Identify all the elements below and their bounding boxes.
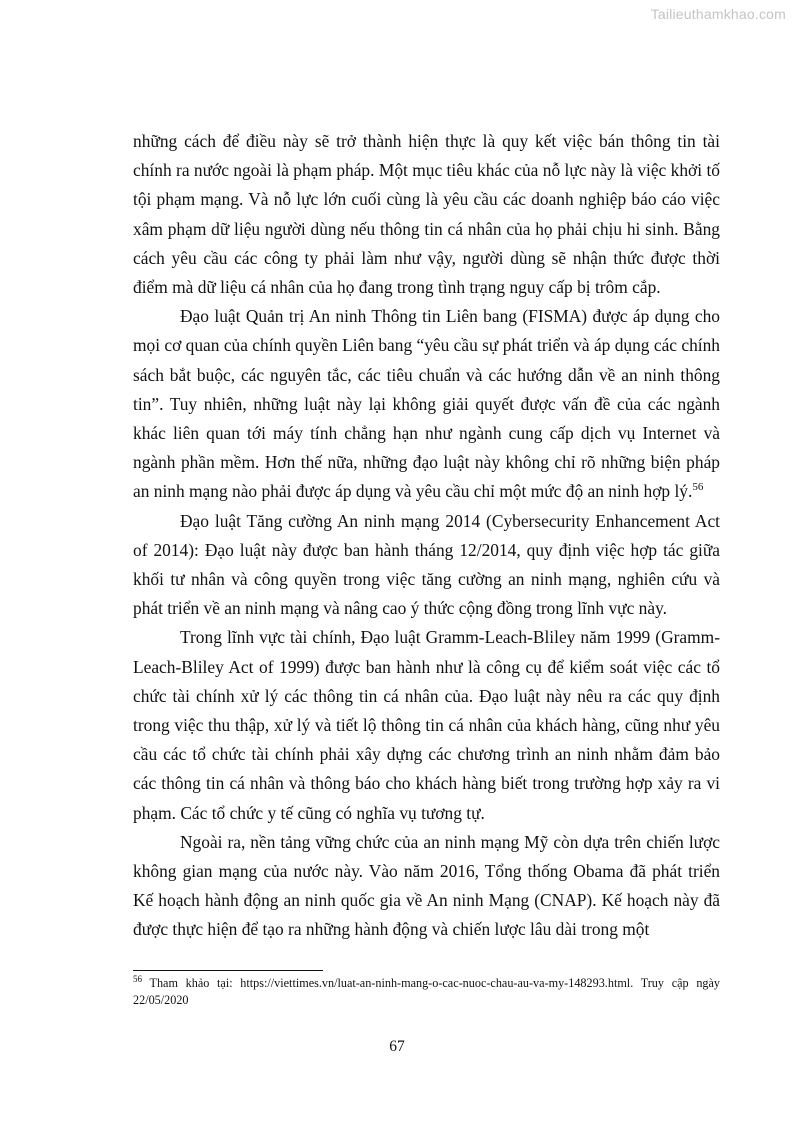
paragraph-2-text: Đạo luật Quản trị An ninh Thông tin Liên bang (FISMA) được áp dụng cho mọi cơ quan của chính quyền Liên bang “yêu cầu sự phát triển và áp dụng các chính sách bắt buộc, các nguyên tắc, các tiêu chuẩn và các hướng dẫn về an ninh thông tin”. Tuy nhiên, những luật này lại không giải quyết được vấn đề của các ngành khác liên quan tới máy tính chẳng hạn như ngành cung cấp dịch vụ Internet và ngành phần mềm. Hơn thế nữa, những đạo luật này không chỉ rõ những biện pháp an ninh mạng nào phải được áp dụng và yêu cầu chỉ một mức độ an ninh hợp lý.: [133, 306, 720, 502]
paragraph-3: Đạo luật Tăng cường An ninh mạng 2014 (Cybersecurity Enhancement Act of 2014): Đạo luật này được ban hành tháng 12/2014, quy định việc hợp tác giữa khối tư nhân và công quyền trong việc tăng cường an ninh mạng, nghiên cứu và phát triển về an ninh mạng và nâng cao ý thức cộng đồng trong lĩnh vực này.: [133, 510, 720, 619]
body-text: [133, 127, 720, 945]
paragraph-5: Ngoài ra, nền tảng vững chức của an ninh mạng Mỹ còn dựa trên chiến lược không gian mạng của nước này. Vào năm 2016, Tổng thống Obama đã phát triển Kế hoạch hành động an ninh quốc gia về An ninh Mạng (CNAP). Kế hoạch này đã được thực hiện để tạo ra những hành động và chiến lược lâu dài trong một: [133, 831, 720, 940]
page-number: 67: [389, 1038, 405, 1055]
watermark: Tailieuthamkhao.com: [650, 6, 786, 22]
footnote: [133, 975, 720, 1009]
footnote-text: Tham khảo tại: https://viettimes.vn/luat-an-ninh-mang-o-cac-nuoc-chau-au-va-my-148293.html. Truy cập ngày 22/05/2020: [133, 976, 721, 1007]
paragraph-1: những cách để điều này sẽ trở thành hiện thực là quy kết việc bán thông tin tài chính ra nước ngoài là phạm pháp. Một mục tiêu khác của nỗ lực này là việc khởi tố tội phạm mạng. Và nỗ lực lớn cuối cùng là yêu cầu các doanh nghiệp báo cáo việc xâm phạm dữ liệu người dùng nếu thông tin cá nhân của họ phải chịu hi sinh. Bằng cách yêu cầu các công ty phải làm như vậy, người dùng sẽ nhận thức được thời điểm mà dữ liệu cá nhân của họ đang trong tình trạng nguy cấp bị trôm cắp.: [133, 131, 720, 298]
paragraph-2: [133, 302, 720, 506]
footnote-divider: [133, 970, 323, 971]
footnote-number: 56: [133, 973, 142, 984]
paragraph-4: Trong lĩnh vực tài chính, Đạo luật Gramm-Leach-Bliley năm 1999 (Gramm-Leach-Bliley Act of 1999) được ban hành như là công cụ để kiểm soát việc các tổ chức tài chính xử lý các thông tin cá nhân của. Đạo luật này nêu ra các quy định trong việc thu thập, xử lý và tiết lộ thông tin cá nhân của khách hàng, cũng như yêu cầu các tổ chức tài chính phải xây dựng các chương trình an ninh nhằm đảm bảo các thông tin cá nhân và thông báo cho khách hàng biết trong trường hợp xảy ra vi phạm. Các tổ chức y tế cũng có nghĩa vụ tương tự.: [133, 627, 720, 823]
footnote-reference: 56: [692, 481, 704, 494]
